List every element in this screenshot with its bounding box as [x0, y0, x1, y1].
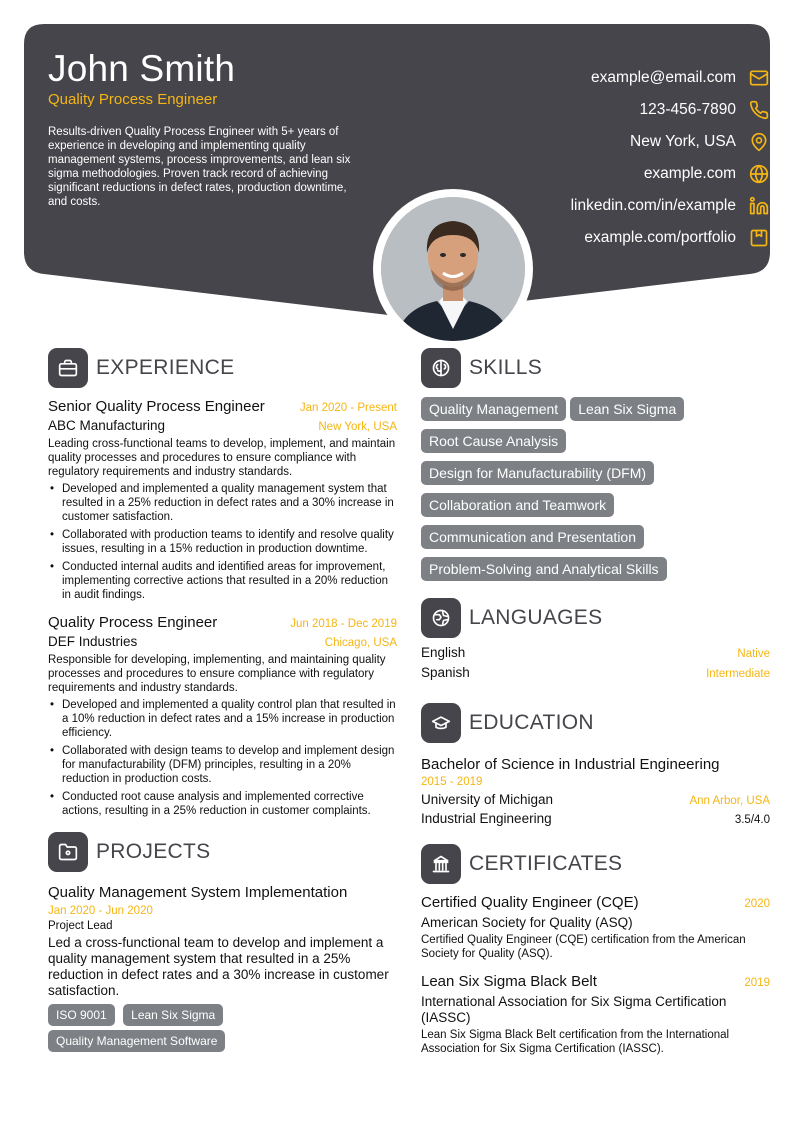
job-title: Senior Quality Process Engineer: [48, 398, 265, 415]
project-role: Project Lead: [48, 920, 113, 932]
languages-heading: LANGUAGES: [469, 606, 603, 629]
project-tag: Quality Management Software: [48, 1030, 225, 1052]
job-location: Chicago, USA: [324, 637, 397, 649]
achievement-item: • Developed and implemented a quality management system that resulted in a 25% reduction in defect rates and a 30% increase in customer satisfaction.: [48, 482, 397, 524]
profile-photo: [381, 197, 525, 341]
job-achievements: [48, 698, 397, 818]
job-description: Responsible for developing, implementing, and maintaining quality processes and procedures to ensure compliance with regulatory requirements and industry standards.: [48, 654, 386, 694]
certificate-entry: [421, 973, 770, 1056]
languages-list: [421, 645, 770, 685]
language-level: Intermediate: [706, 668, 770, 680]
right-column: [421, 348, 770, 1056]
projects-heading: PROJECTS: [96, 840, 211, 863]
contact-location: [430, 126, 770, 158]
job-title: Quality Process Engineer: [48, 614, 218, 631]
language-icon: [421, 598, 461, 638]
gpa: 3.5/4.0: [734, 814, 770, 826]
brain-icon: [421, 348, 461, 388]
job-location: New York, USA: [318, 421, 397, 433]
profile-summary: Results-driven Quality Process Engineer with 5+ years of experience in developing and implementing quality management systems, process improvements, and lean six sigma methodologies. Proven track record of achieving significant reductions in defect rates, production downtime, and costs.: [48, 126, 351, 208]
bookmark-icon: [748, 227, 770, 249]
job-date: Jan 2020 - Present: [299, 402, 397, 414]
experience-entry: [48, 398, 397, 602]
language-row: [421, 665, 770, 685]
contact-portfolio-text[interactable]: example.com/portfolio: [584, 229, 736, 246]
contact-location-text: New York, USA: [630, 133, 736, 150]
certificate-issuer: International Association for Six Sigma Certification (IASSC): [421, 994, 727, 1025]
language-name: English: [421, 645, 466, 660]
languages-section-header: [421, 598, 770, 638]
achievement-item: • Conducted root cause analysis and implemented corrective actions, resulting in a 25% reduction in customer complaints.: [48, 790, 397, 818]
project-tags: [48, 1004, 397, 1056]
experience-heading: EXPERIENCE: [96, 356, 235, 379]
certificate-year: 2020: [744, 898, 770, 910]
job-company: DEF Industries: [48, 634, 138, 649]
field-of-study: Industrial Engineering: [421, 811, 552, 826]
contact-phone[interactable]: [430, 94, 770, 126]
project-description: Led a cross-functional team to develop and implement a quality management system that resulted in a 25% reduction in defect rates and a 30% increase in customer satisfaction.: [48, 935, 389, 998]
contact-linkedin-text[interactable]: linkedin.com/in/example: [570, 197, 736, 214]
candidate-name: John Smith: [48, 48, 236, 89]
education-entry: [421, 756, 770, 826]
skill-tag: Root Cause Analysis: [421, 429, 566, 453]
skill-tag: Quality Management: [421, 397, 566, 421]
project-entry: [48, 884, 397, 1056]
certificate-year: 2019: [744, 977, 770, 989]
projects-section-header: [48, 832, 397, 872]
left-column: [48, 348, 397, 1056]
certificate-issuer: American Society for Quality (ASQ): [421, 915, 633, 930]
skill-tag: Collaboration and Teamwork: [421, 493, 614, 517]
folder-icon: [48, 832, 88, 872]
contact-phone-text[interactable]: 123-456-7890: [639, 101, 736, 118]
skills-section-header: [421, 348, 770, 388]
achievement-item: • Developed and implemented a quality control plan that resulted in a 10% reduction in defect rates and a 15% increase in production efficiency.: [48, 698, 397, 740]
achievement-item: • Collaborated with design teams to develop and implement design for manufacturability (DFM) principles, resulting in a 20% reduction in production costs.: [48, 744, 397, 786]
skills-heading: SKILLS: [469, 356, 543, 379]
skill-tag: Design for Manufacturability (DFM): [421, 461, 654, 485]
contact-email[interactable]: [430, 62, 770, 94]
project-tag: ISO 9001: [48, 1004, 115, 1026]
achievement-item: • Conducted internal audits and identified areas for improvement, implementing corrective actions that resulted in a 20% reduction in audit findings.: [48, 560, 397, 602]
institution-icon: [421, 844, 461, 884]
experience-entry: [48, 614, 397, 818]
profile-photo-frame: [373, 189, 533, 349]
project-tag: Lean Six Sigma: [123, 1004, 223, 1026]
certificate-name: Lean Six Sigma Black Belt: [421, 973, 597, 990]
language-level: Native: [737, 648, 770, 660]
language-row: [421, 645, 770, 665]
map-pin-icon: [748, 131, 770, 153]
certificates-section-header: [421, 844, 770, 884]
certificate-name: Certified Quality Engineer (CQE): [421, 894, 639, 911]
education-heading: EDUCATION: [469, 711, 594, 734]
contact-website[interactable]: [430, 158, 770, 190]
certificate-description: Lean Six Sigma Black Belt certification from the International Association for Six Sigma Certification (IASSC).: [421, 1029, 730, 1055]
school-name: University of Michigan: [421, 792, 554, 807]
candidate-title: Quality Process Engineer: [48, 91, 218, 108]
graduation-cap-icon: [421, 703, 461, 743]
skills-list: [421, 397, 721, 589]
school-location: Ann Arbor, USA: [689, 795, 770, 807]
phone-icon: [748, 99, 770, 121]
education-date: 2015 - 2019: [421, 776, 483, 788]
linkedin-icon: [748, 195, 770, 217]
experience-section-header: [48, 348, 397, 388]
certificate-entry: [421, 894, 770, 961]
job-company: ABC Manufacturing: [48, 418, 166, 433]
mail-icon: [748, 67, 770, 89]
skill-tag: Communication and Presentation: [421, 525, 644, 549]
contact-email-text[interactable]: example@email.com: [591, 69, 736, 86]
skill-tag: Problem-Solving and Analytical Skills: [421, 557, 667, 581]
project-name: Quality Management System Implementation: [48, 884, 348, 901]
achievement-item: • Collaborated with production teams to identify and resolve quality issues, resulting in a 15% reduction in production downtime.: [48, 528, 397, 556]
certificate-description: Certified Quality Engineer (CQE) certification from the American Society for Quality (ASQ).: [421, 934, 746, 960]
contact-website-text[interactable]: example.com: [643, 165, 736, 182]
certificates-heading: CERTIFICATES: [469, 852, 623, 875]
skill-tag: Lean Six Sigma: [570, 397, 684, 421]
degree-name: Bachelor of Science in Industrial Engineering: [421, 756, 720, 773]
job-description: Leading cross-functional teams to develop, implement, and maintain quality processes and procedures to ensure compliance with regulatory requirements and industry standards.: [48, 438, 396, 478]
briefcase-icon: [48, 348, 88, 388]
job-achievements: [48, 482, 397, 602]
language-name: Spanish: [421, 665, 470, 680]
job-date: Jun 2018 - Dec 2019: [290, 618, 397, 630]
education-section-header: [421, 703, 770, 743]
project-date: Jan 2020 - Jun 2020: [48, 905, 153, 917]
globe-icon: [748, 163, 770, 185]
